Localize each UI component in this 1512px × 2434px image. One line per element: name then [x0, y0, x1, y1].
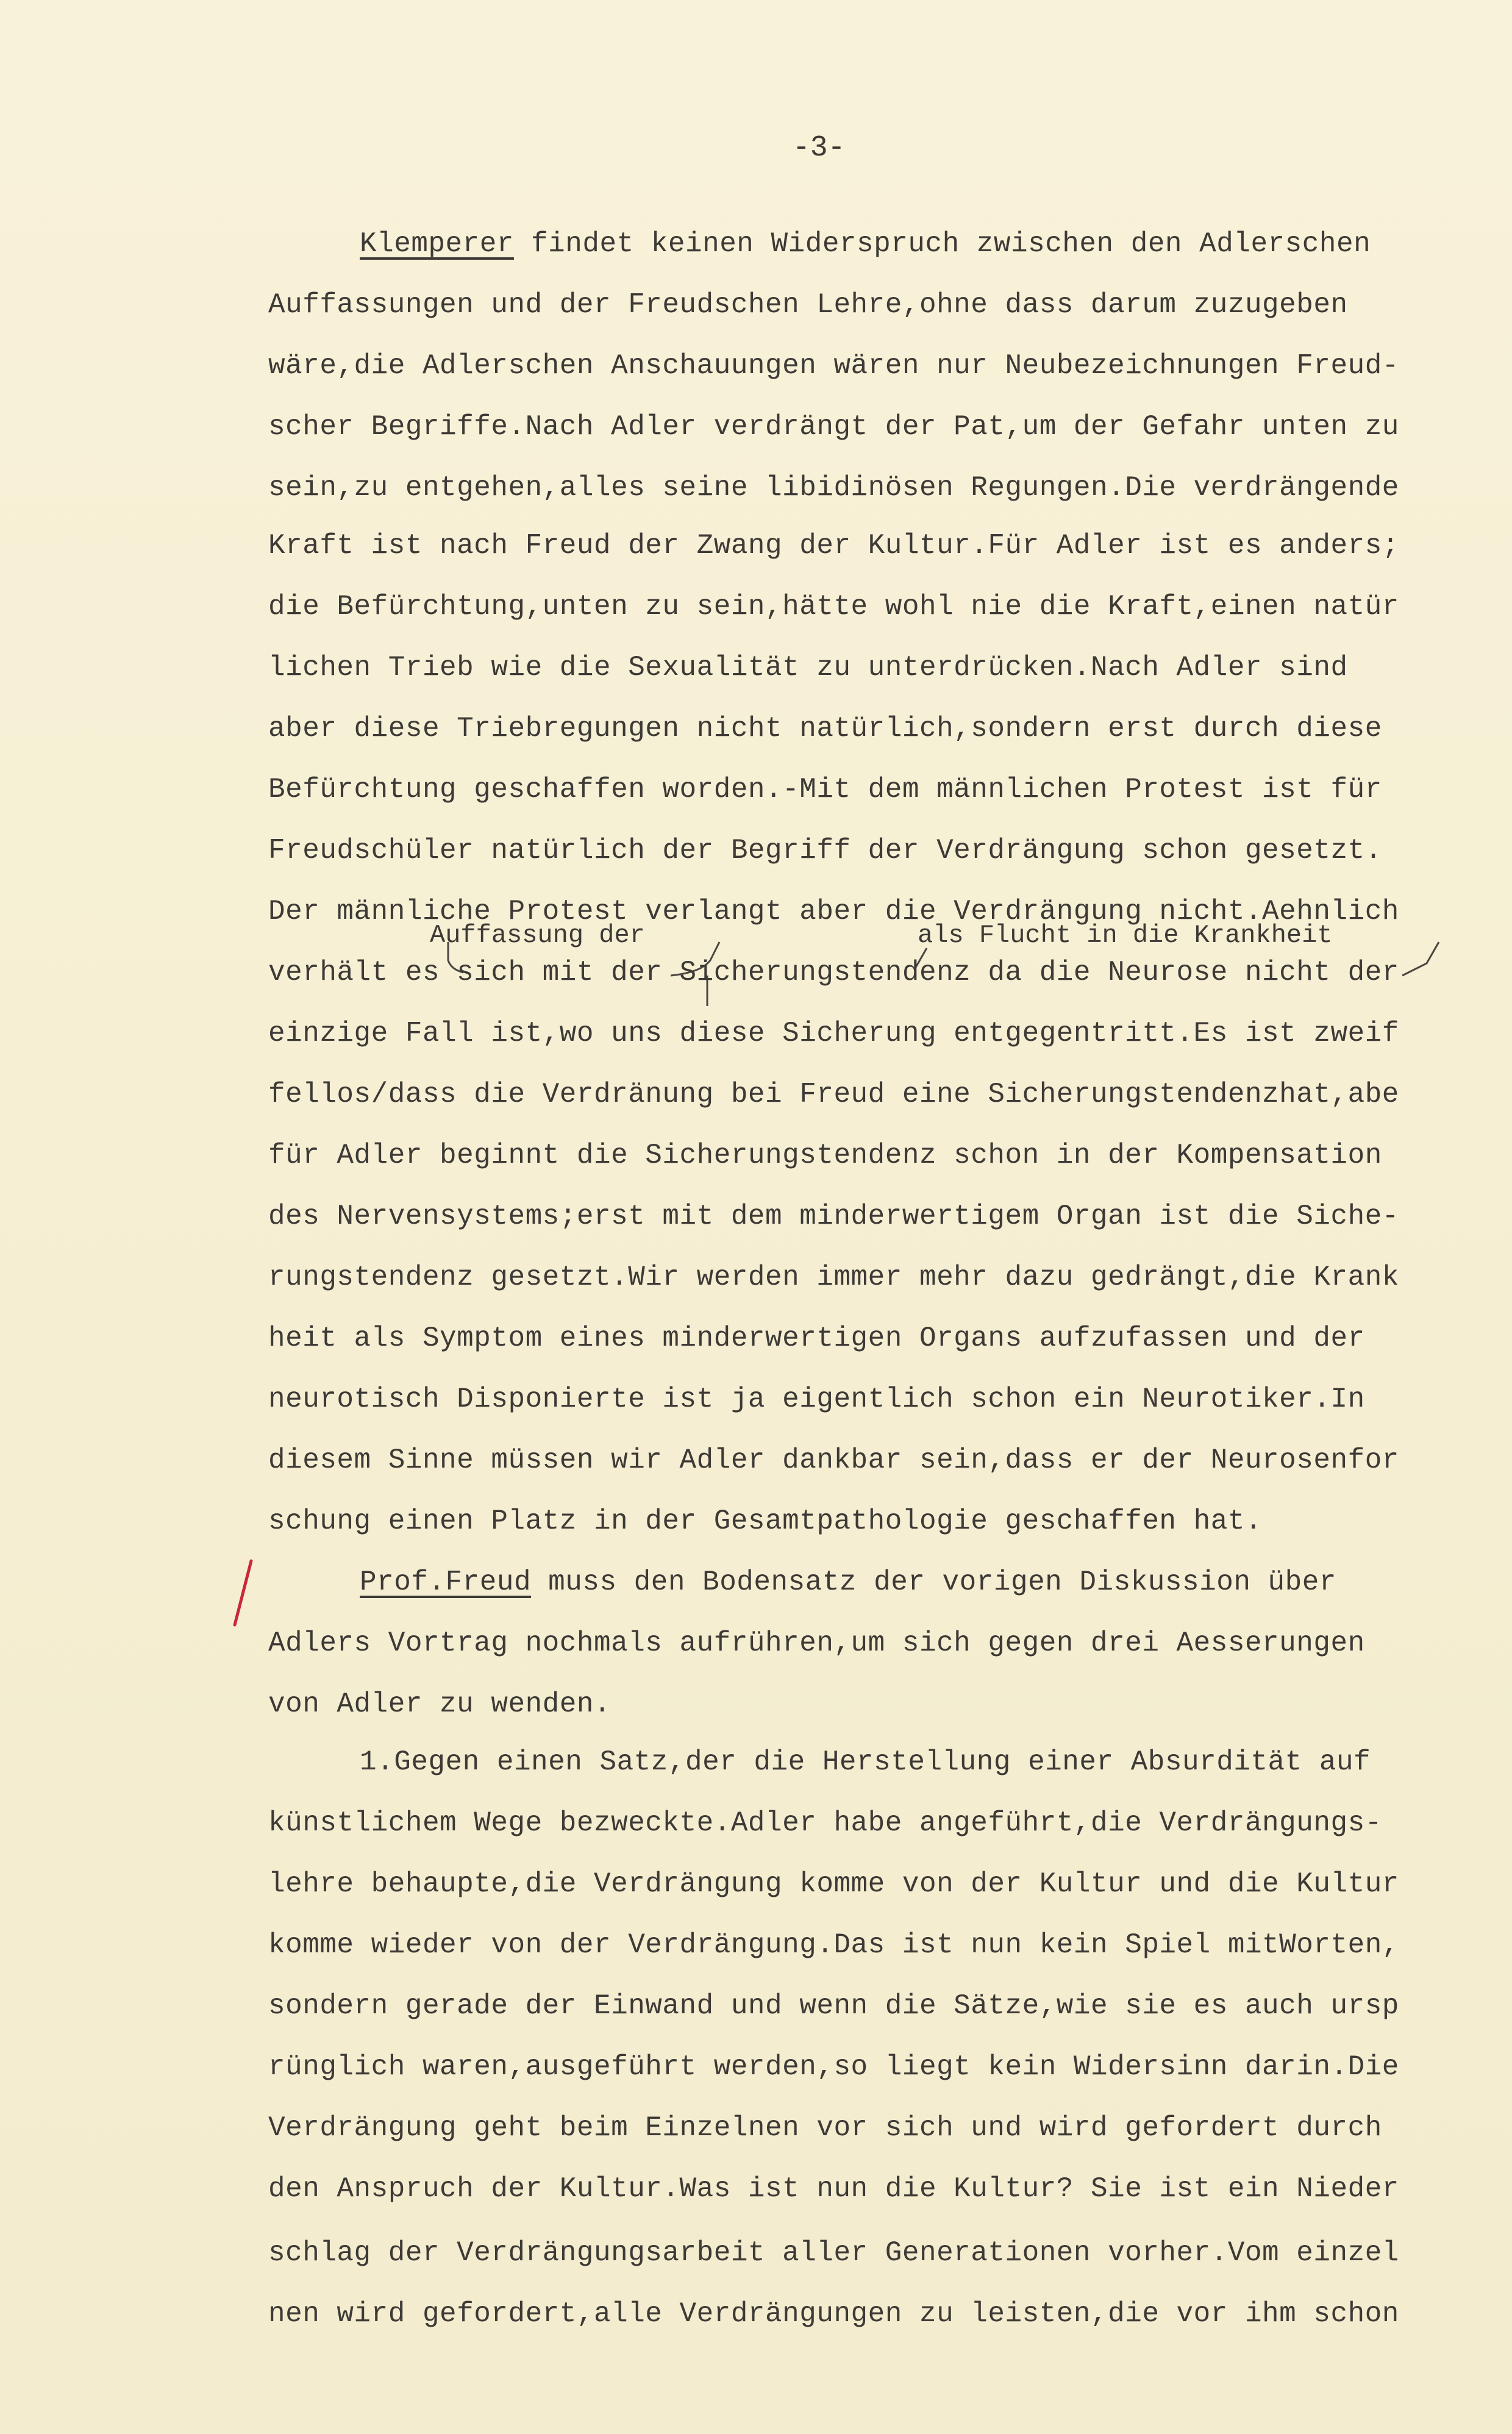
red-margin-mark — [235, 1561, 251, 1625]
text-line: den Anspruch der Kultur.Was ist nun die Kultur? Sie ist ein Nieder — [268, 2173, 1399, 2205]
text-line: aber diese Triebregungen nicht natürlich,sondern erst durch diese — [268, 713, 1382, 744]
text-line: fellos/dass die Verdränung bei Freud eine Sicherungstendenzhat,abe — [268, 1079, 1399, 1110]
text-line: komme wieder von der Verdrängung.Das ist nun kein Spiel mitWorten, — [268, 1929, 1399, 1961]
line-text: findet keinen Widerspruch zwischen den Adlerschen — [513, 228, 1371, 260]
text-line: heit als Symptom eines minderwertigen Organs aufzufassen und der — [268, 1322, 1365, 1354]
text-line: scher Begriffe.Nach Adler verdrängt der Pat,um der Gefahr unten zu — [268, 411, 1399, 443]
text-line: Freudschüler natürlich der Begriff der Verdrängung schon gesetzt. — [268, 835, 1382, 866]
text-line: für Adler beginnt die Sicherungstendenz schon in der Kompensation — [268, 1140, 1382, 1171]
text-line: des Nervensystems;erst mit dem minderwertigem Organ ist die Siche- — [268, 1201, 1399, 1232]
text-line: von Adler zu wenden. — [268, 1688, 612, 1720]
text-line: rünglich waren,ausgeführt werden,so liegt kein Widersinn darin.Die — [268, 2051, 1399, 2083]
text-line: sein,zu entgehen,alles seine libidinösen Regungen.Die verdrängende — [268, 472, 1399, 504]
text-line: rungstendenz gesetzt.Wir werden immer mehr dazu gedrängt,die Krank — [268, 1262, 1399, 1293]
text-line: Verdrängung geht beim Einzelnen vor sich und wird gefordert durch — [268, 2112, 1382, 2144]
text-line: nen wird gefordert,alle Verdrängungen zu leisten,die vor ihm schon — [268, 2298, 1399, 2330]
text-line: Auffassungen und der Freudschen Lehre,ohne dass darum zuzugeben — [268, 289, 1348, 321]
text-line: Adlers Vortrag nochmals aufrühren,um sich gegen drei Aesserungen — [268, 1627, 1365, 1659]
text-line: verhält es sich mit der Sicherungstendenz da die Neurose nicht der — [268, 957, 1399, 988]
line-text: muss den Bodensatz der vorigen Diskussion über — [531, 1566, 1336, 1598]
text-line: künstlichem Wege bezweckte.Adler habe angeführt,die Verdrängungs- — [268, 1807, 1382, 1839]
text-line: die Befürchtung,unten zu sein,hätte wohl nie die Kraft,einen natür — [268, 591, 1399, 623]
handwritten-insertion-1: Auffassung der — [430, 921, 645, 950]
text-line — [360, 1564, 1336, 1601]
text-line: lehre behaupte,die Verdrängung komme von der Kultur und die Kultur — [268, 1868, 1399, 1900]
text-line: Der männliche Protest verlangt aber die Verdrängung nicht.Aehnlich — [268, 896, 1399, 927]
underlined-name: Prof.Freud — [360, 1566, 532, 1598]
text-line: 1.Gegen einen Satz,der die Herstellung einer Absurdität auf — [360, 1746, 1371, 1778]
text-line — [360, 226, 1371, 262]
text-line: Kraft ist nach Freud der Zwang der Kultur.Für Adler ist es anders; — [268, 530, 1399, 562]
handwritten-insertion-2: als Flucht in die Krankheit — [918, 921, 1333, 950]
underlined-name: Klemperer — [360, 228, 514, 260]
text-line: sondern gerade der Einwand und wenn die Sätze,wie sie es auch ursp — [268, 1990, 1399, 2022]
text-line: neurotisch Disponierte ist ja eigentlich schon ein Neurotiker.In — [268, 1383, 1365, 1415]
text-line: wäre,die Adlerschen Anschauungen wären nur Neubezeichnungen Freud- — [268, 350, 1399, 382]
text-line: diesem Sinne müssen wir Adler dankbar sein,dass er der Neurosenfor — [268, 1444, 1399, 1476]
text-line: Befürchtung geschaffen worden.-Mit dem männlichen Protest ist für — [268, 774, 1382, 805]
page-number: -3- — [793, 132, 846, 165]
text-line: lichen Trieb wie die Sexualität zu unterdrücken.Nach Adler sind — [268, 652, 1348, 683]
text-line: schlag der Verdrängungsarbeit aller Generationen vorher.Vom einzel — [268, 2237, 1399, 2269]
text-line: schung einen Platz in der Gesamtpathologie geschaffen hat. — [268, 1505, 1263, 1537]
text-line: einzige Fall ist,wo uns diese Sicherung entgegentritt.Es ist zweif — [268, 1018, 1399, 1049]
